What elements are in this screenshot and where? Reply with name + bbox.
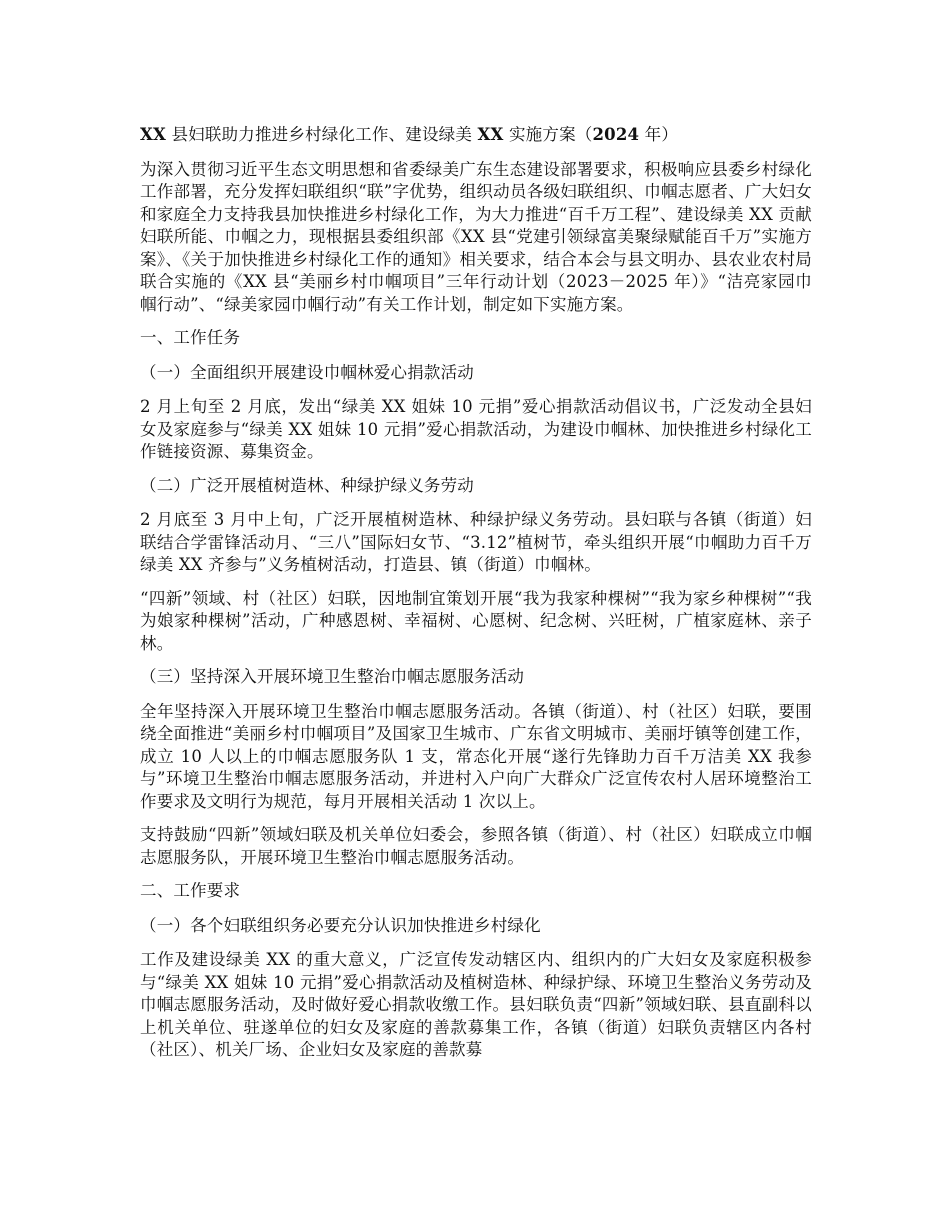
intro-paragraph: 为深入贯彻习近平生态文明思想和省委绿美广东生态建设部署要求，积极响应县委乡村绿化工作部署，充分发挥妇联组织“联”字优势，组织动员各级妇联组织、巾帼志愿者、广大妇女和家庭全力支持我县加快推进乡村绿化工作，为大力推进“百千万工程”、建设绿美 XX 贡献妇联所能、巾帼之力，现根据县委组织部《XX 县“党建引领绿富美聚绿赋能百千万”实施方案》、《关于加快推进乡村绿化工作的通知》相关要求，结合本会与县文明办、县农业农村局联合实施的《XX 县“美丽乡村巾帼项目”三年行动计划（2023－2025 年）》“洁亮家园巾帼行动”、“绿美家园巾帼行动”有关工作计划，制定如下实施方案。 bbox=[140, 159, 812, 314]
title-segment: 县妇联助力推进乡村绿化工作、建设绿美 bbox=[166, 125, 478, 144]
title-segment: 实施方案（ bbox=[503, 125, 593, 144]
document-title bbox=[140, 124, 812, 147]
subsection-heading-2: （二）广泛开展植树造林、种绿护绿义务劳动 bbox=[140, 475, 474, 495]
title-segment: XX bbox=[477, 125, 504, 144]
title-segment: 2024 bbox=[592, 125, 640, 144]
title-segment: XX bbox=[140, 125, 167, 144]
body-paragraph: 支持鼓励“四新”领域妇联及机关单位妇委会，参照各镇（街道）、村（社区）妇联成立巾帼志愿服务队，开展环境卫生整治巾帼志愿服务活动。 bbox=[140, 825, 812, 867]
subsection-heading-req-1: （一）各个妇联组织务必要充分认识加快推进乡村绿化 bbox=[140, 915, 541, 935]
body-paragraph: 全年坚持深入开展环境卫生整治巾帼志愿服务活动。各镇（街道）、村（社区）妇联，要围绕全面推进“美丽乡村巾帼项目”及国家卫生城市、广东省文明城市、美丽圩镇等创建工作，成立 10 人以上的巾帼志愿服务队 1 支，常态化开展“遂行先锋助力百千万洁美 XX 我参与”环境卫生整治巾帼志愿服务活动，并进村入户向广大群众广泛宣传农村人居环境整治工作要求及文明行为规范，每月开展相关活动 1 次以上。 bbox=[140, 701, 812, 811]
title-segment: 年） bbox=[639, 125, 679, 144]
body-paragraph: 2 月底至 3 月中上旬，广泛开展植树造林、种绿护绿义务劳动。县妇联与各镇（街道）妇联结合学雷锋活动月、“三八”国际妇女节、“3.12”植树节，牵头组织开展“巾帼助力百千万绿美 XX 齐参与”义务植树活动，打造县、镇（街道）巾帼林。 bbox=[140, 510, 812, 574]
subsection-heading-1: （一）全面组织开展建设巾帼林爱心捐款活动 bbox=[140, 362, 474, 382]
section-heading-tasks: 一、工作任务 bbox=[140, 328, 241, 347]
document-page bbox=[140, 124, 812, 1073]
body-paragraph: 工作及建设绿美 XX 的重大意义，广泛宣传发动辖区内、组织内的广大妇女及家庭积极参与“绿美 XX 姐妹 10 元捐”爱心捐款活动及植树造林、种绿护绿、环境卫生整治义务劳动及巾帼志愿服务活动，及时做好爱心捐款收缴工作。县妇联负责“四新”领域妇联、县直副科以上机关单位、驻遂单位的妇女及家庭的善款募集工作，各镇（街道）妇联负责辖区内各村（社区）、机关厂场、企业妇女及家庭的善款募 bbox=[140, 950, 812, 1059]
section-heading-requirements: 二、工作要求 bbox=[140, 881, 241, 900]
body-paragraph: 2 月上旬至 2 月底，发出“绿美 XX 姐妹 10 元捐”爱心捐款活动倡议书，广泛发动全县妇女及家庭参与“绿美 XX 姐妹 10 元捐”爱心捐款活动，为建设巾帼林、加快推进乡村绿化工作链接资源、募集资金。 bbox=[140, 397, 812, 461]
subsection-heading-3: （三）坚持深入开展环境卫生整治巾帼志愿服务活动 bbox=[140, 667, 525, 686]
body-paragraph: “四新”领域、村（社区）妇联，因地制宜策划开展“我为我家种棵树”“我为家乡种棵树”“我为娘家种棵树”活动，广种感恩树、幸福树、心愿树、纪念树、兴旺树，广植家庭林、亲子林。 bbox=[140, 588, 812, 653]
